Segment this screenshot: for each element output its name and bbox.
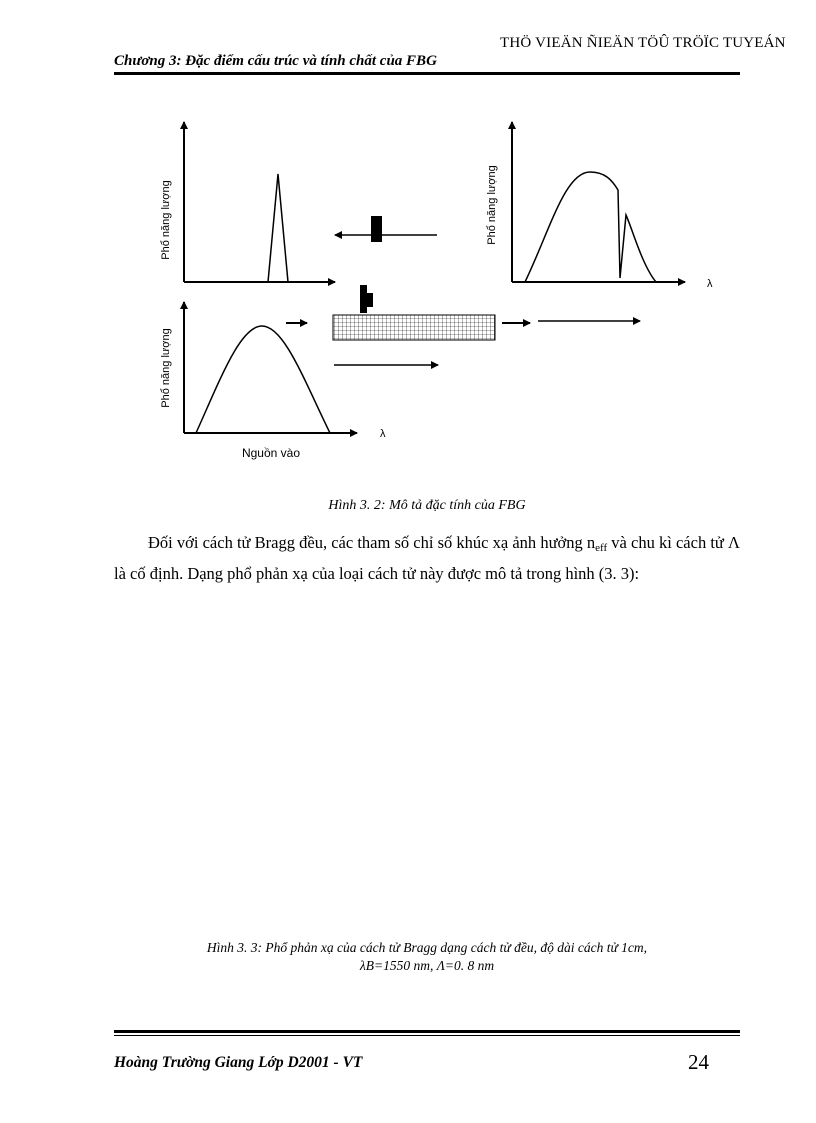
footer-rule-thick xyxy=(114,1030,740,1033)
y-label-input: Phổ năng lượng xyxy=(160,328,172,408)
body-paragraph: Đối với cách tử Bragg đều, các tham số chỉ số khúc xạ ảnh hưởng $n_{eff}$ và chu kì cách tử Λ là cố định. Dạng phổ phản xạ của loại cách tử này được mô tả trong hình (3. 3): xyxy=(114,533,740,583)
x-label-transmitted: λ xyxy=(707,278,713,290)
figure-3-2-caption: Hình 3. 2: Mô tả đặc tính của FBG xyxy=(328,498,526,513)
figure-3-3-caption-line1: Hình 3. 3: Phổ phản xạ của cách tử Bragg dạng cách tử đều, độ dài cách tử 1cm, xyxy=(206,940,648,955)
chapter-title: Chương 3: Đặc điểm cấu trúc và tính chất của FBG xyxy=(114,53,437,69)
reflected-peak-curve xyxy=(268,174,288,282)
x-label-input: λ xyxy=(380,428,386,440)
footer-rule-thin xyxy=(114,1035,740,1036)
reflected-block xyxy=(371,216,382,242)
header-rule xyxy=(114,72,740,75)
source-label: Nguồn vào xyxy=(241,446,301,460)
grating-marker-tab xyxy=(364,293,373,307)
figure-3-3-caption-line2: λB=1550 nm, Λ=0. 8 nm xyxy=(359,958,495,973)
y-label-transmitted: Phổ năng lượng xyxy=(486,165,498,245)
page-number: 24 xyxy=(688,1050,709,1074)
footer-author: Hoàng Trường Giang Lớp D2001 - VT xyxy=(114,1054,363,1071)
reflected-spectrum-plot xyxy=(160,122,335,282)
input-gaussian-curve xyxy=(196,326,330,433)
y-label-reflected: Phổ năng lượng xyxy=(160,180,172,260)
fbg-characteristic-figure xyxy=(150,110,730,470)
fiber-grating xyxy=(333,315,495,340)
transmitted-notch-curve xyxy=(525,172,656,282)
transmitted-spectrum-plot xyxy=(486,122,713,290)
watermark-text: THÖ VIEÄN ÑIEÄN TÖÛ TRÖÏC TUYEÁN xyxy=(500,35,786,51)
